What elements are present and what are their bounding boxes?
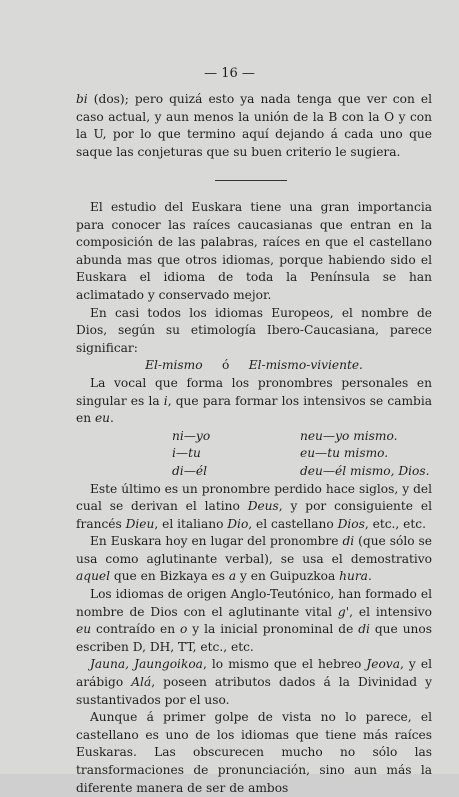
section-divider [215,180,287,181]
italic-run: g' [337,604,350,619]
para-8 [76,656,432,709]
text-run: La vocal que forma los pronombres personales en singular es la [76,375,432,408]
italic-run: di [342,534,355,549]
para-4 [76,375,432,428]
mismo-b: El-mismo-viviente. [248,358,363,373]
para-1 [76,91,432,161]
pronoun-table [172,428,432,481]
text-run: . [367,569,372,584]
text-run: , y por consiguiente el francés [76,499,433,531]
para-9: Aunque á primer golpe de vista no lo parece, el castellano es uno de los idiomas que tiene más raíces Euskaras. Las obscurecen mucho no sólo las transformaciones de pronunciación, sino aun más la diferente manera de ser de ambos [76,710,432,795]
pronoun-cell: di—él [172,463,207,478]
text-run: Este último es un pronombre perdido hace siglos, y del cual se derivan el latino [76,481,432,514]
italic-run: i [163,393,168,408]
text-run: que unos escriben D, DH, TT, etc., etc. [76,622,432,654]
page-number: — 16 — [204,66,255,81]
text-run: , lo mismo que el hebreo [202,657,367,672]
italic-run: di [358,622,370,637]
text-run: , el castellano [248,516,338,531]
para-7 [76,586,432,656]
para-6 [76,533,432,586]
text-run: , y el arábigo [76,657,432,690]
main-text [76,199,432,797]
text-run: , el intensivo [349,604,432,619]
mismo-line [76,357,432,375]
text-run: (dos); pero quizá esto ya nada tenga que ver con el caso actual, y aun menos la unión de la B con la O y con la U, por lo que termino aquí dejando á cada uno que saque las conjeturas que su buen criterio le sugiera. [76,92,432,159]
text-run: que en Bizkaya es [110,569,229,584]
text-run: . [110,411,114,426]
italic-run: Dios [337,516,365,531]
italic-run: eu [94,411,110,426]
italic-run: bi [76,92,88,106]
italic-run: Jeova [366,657,400,672]
para-5 [76,481,432,534]
paragraph-continuation [76,91,432,161]
pronoun-cell: i—tu [172,446,201,461]
text-run: En Euskara hoy en lugar del pronombre [90,534,343,549]
italic-run: aquel [76,569,111,584]
intensive-cell: deu—él mismo, Dios. [300,463,430,478]
italic-run: hura [339,569,368,584]
text-run: , etc., etc. [364,516,426,531]
italic-run: Dio [227,516,249,531]
text-run: contraído en [91,622,180,637]
para-3: En casi todos los idiomas Europeos, el nombre de Dios, según su etimología Ibero-Caucasiana, parece significar: [76,305,432,355]
text-run: , poseen atributos dados á la Divinidad y sustantivados por el uso. [76,675,432,707]
text-run: y la inicial pronominal de [187,622,359,637]
italic-run: o [180,622,188,637]
italic-run: eu [76,622,92,637]
italic-run: Alá [131,675,152,690]
pronoun-cell: ni—yo [172,428,211,443]
text-run: Los idiomas de origen Anglo-Teutónico, han formado el nombre de Dios con el aglutinante vital [76,587,432,619]
mismo-o: ó [221,358,230,373]
intensive-cell: eu—tu mismo. [300,446,389,461]
italic-run: Deus [247,499,279,514]
italic-run: a [228,569,237,584]
italic-run: Jauna, Jaungoikoa [90,657,203,672]
intensive-cell: neu—yo mismo. [300,428,398,443]
text-run: (que sólo se usa como aglutinante verbal), se usa el demostrativo [76,534,432,566]
mismo-a: El-mismo [145,358,203,373]
text-run: , que para formar los intensivos se cambia en [76,393,432,426]
text-run: , el italiano [154,516,228,531]
para-2: El estudio del Euskara tiene una gran importancia para conocer las raíces caucasianas que entran en la composición de las palabras, raíces en que el castellano abunda mas que otros idiomas, porque habiendo sido el Euskara el idioma de toda la Península se han aclimatado y conservado mejor. [76,200,432,302]
italic-run: Dieu [125,516,155,531]
text-run: y en Guipuzkoa [236,569,340,584]
